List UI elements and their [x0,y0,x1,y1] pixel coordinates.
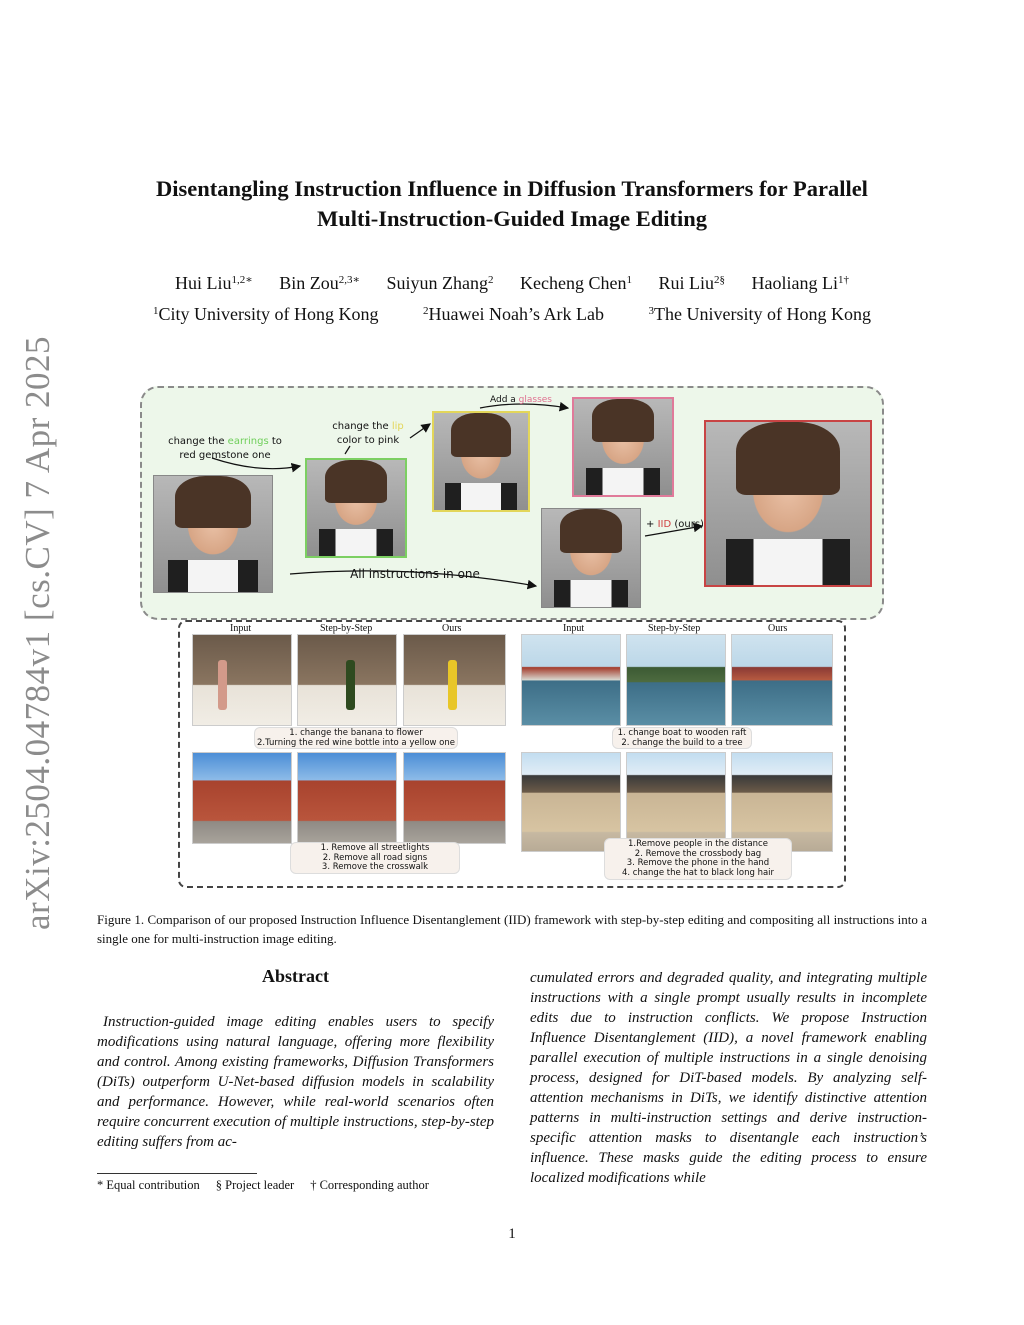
affiliation: $^3$The University of Hong Kong [648,304,871,324]
header-ours-right: Ours [768,623,788,634]
title-line-2: Multi-Instruction-Guided Image Editing [316,206,708,231]
abstract-heading: Abstract [262,966,329,986]
author: Rui Liu$^{2\S}$ [658,273,725,293]
arxiv-stamp: arXiv:2504.04784v1 [cs.CV] 7 Apr 2025 [18,335,57,930]
footnote: * Equal contribution § Project leader † Corresponding author [97,1178,429,1192]
author-list [100,270,924,296]
earrings-edited-portrait [305,458,407,558]
caption-building: 1. Remove all streetlights 2. Remove all road signs 3. Remove the crosswalk [290,842,460,874]
affiliation: $^1$City University of Hong Kong [153,304,379,324]
gate-ours-photo [731,752,833,852]
header-ours-left: Ours [442,623,462,634]
harbour-ours-photo [731,634,833,726]
header-input-right: Input [563,623,585,634]
iid-result-portrait [704,420,872,587]
all-in-one-label: All instructions in one [350,567,480,581]
wine-bottle-input [218,660,227,710]
harbour-input-photo [521,634,621,726]
paper-title [100,174,924,234]
wine-input-photo [192,634,292,726]
header-input-left: Input [230,623,252,634]
affiliation-list [100,301,924,327]
building-input-photo [192,752,292,844]
instruction-lip: change the lip color to pink [332,421,404,446]
arrow-2 [410,424,430,438]
footnote-rule [97,1173,257,1174]
figure-caption: Figure 1. Comparison of our proposed Instruction Influence Disentanglement (IID) framework with step-by-step editing and compositing all instructions into a single one for multi-instruction image editing. [97,912,927,946]
header-step-right: Step-by-Step [648,623,701,634]
title-line-1: Disentangling Instruction Influence in Diffusion Transformers for Parallel [156,176,868,201]
building-step-photo [297,752,397,844]
caption-wine: 1. change the banana to flower 2.Turning the red wine bottle into a yellow one [254,727,458,749]
abstract-column-right: cumulated errors and degraded quality, and integrating multiple instructions with a single prompt usually results in incomplete edits due to instruction conflicts. We propose Instruction Influence Disentanglement (IID), a novel framework enabling parallel execution of multiple instructions in a single denoising process, designed for DiT-based models. By analyzing self-attention mechanisms in DiTs, we identify distinctive attention patterns in multi-instruction settings and derive instruction-specific attention masks to disentangle each instruction’s influence. These masks guide the editing process to ensure localized modifications while [530,970,927,1186]
gate-input-photo [521,752,621,852]
all-in-one-portrait [541,508,641,608]
author: Kecheng Chen$^1$ [520,273,632,293]
header-step-left: Step-by-Step [320,623,373,634]
author: Suiyun Zhang$^2$ [386,273,494,293]
instruction-glasses: Add a glasses [489,395,552,405]
instruction-earrings: change the earrings to red gemstone one [168,436,282,461]
page-number: 1 [508,1226,516,1242]
wine-bottle-ours [448,660,457,710]
input-portrait [153,475,273,593]
caption-harbour: 1. change boat to wooden raft 2. change the build to a tree [612,727,752,749]
abstract-column-left: Instruction-guided image editing enables users to specify modifications using natural language, offering more flexibility and control. Among existing frameworks, Diffusion Transformers (DiTs) outperform U-Net-based diffusion models in scalability and performance. However, while real-world scenarios often require concurrent execution of multiple instructions, step-by-step editing suffers from ac- [97,1014,494,1150]
glasses-edited-portrait [572,397,674,497]
building-ours-photo [403,752,506,844]
iid-label: + IID (ours) [646,519,704,530]
wine-bottle-step [346,660,355,710]
author: Hui Liu$^{1,2∗}$ [175,273,253,293]
gate-step-photo [626,752,726,852]
harbour-step-photo [626,634,726,726]
author: Haoliang $Li^{1\dagger}$ [751,273,849,293]
caption-gate: 1.Remove people in the distance 2. Remove the crossbody bag 3. Remove the phone in the hand 4. change the hat to black long hair [604,838,792,880]
lip-edited-portrait [432,411,530,512]
author: Bin Zou$^{2,3∗}$ [279,273,360,293]
affiliation: $^2$Huawei Noah’s Ark Lab [423,304,604,324]
